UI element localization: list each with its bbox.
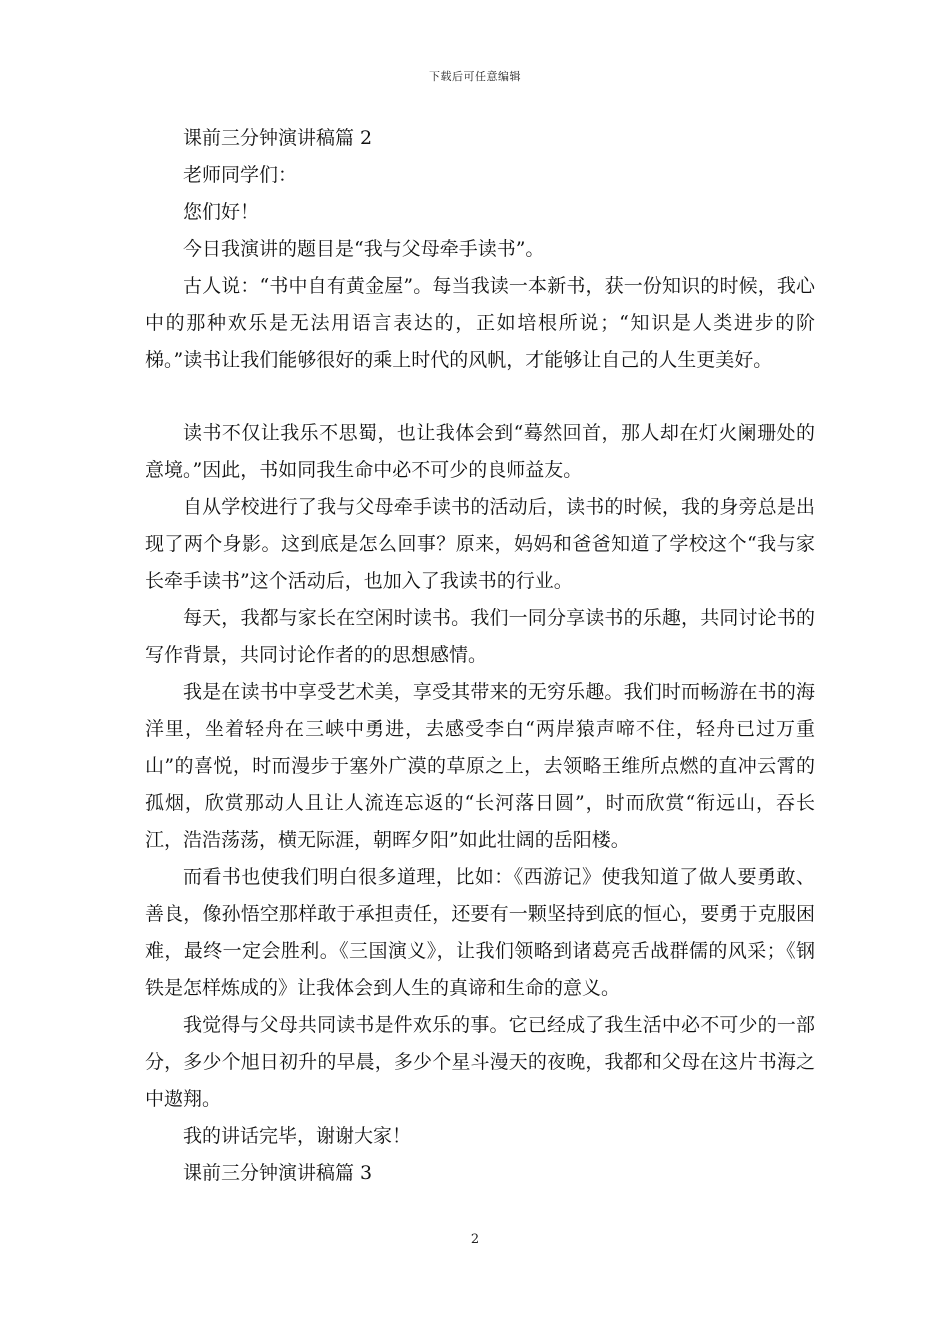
salutation: 老师同学们： [183, 164, 298, 186]
paragraph: 我觉得与父母共同读书是件欢乐的事。它已经成了我生活中必不可少的一部分，多少个旭日初升的早晨，多少个星斗漫天的夜晚，我都和父母在这片书海之中遨翔。 [145, 1014, 815, 1110]
section-title: 课前三分钟演讲稿篇 2 [183, 127, 373, 149]
paragraph: 而看书也使我们明白很多道理，比如：《西游记》使我知道了做人要勇敢、善良，像孙悟空那样敢于承担责任，还要有一颗坚持到底的恒心，要勇于克服困难，最终一定会胜利。《三国演义》，让我们领略到诸葛亮舌战群儒的风采；《钢铁是怎样炼成的》让我体会到人生的真谛和生命的意义。 [145, 866, 815, 999]
paragraph: 读书不仅让我乐不思蜀，也让我体会到“蓦然回首，那人却在灯火阑珊处的意境。”因此，书如同我生命中必不可少的良师益友。 [145, 422, 815, 481]
greeting: 您们好！ [183, 201, 260, 223]
paragraph: 每天，我都与家长在空闲时读书。我们一同分享读书的乐趣，共同讨论书的写作背景，共同讨论作者的的思想感情。 [145, 607, 815, 666]
closing-line: 我的讲话完毕，谢谢大家！ [183, 1125, 412, 1147]
speech-topic: 今日我演讲的题目是“我与父母牵手读书”。 [183, 238, 545, 260]
page-header: 下载后可任意编辑 [429, 70, 521, 83]
document-body [145, 120, 815, 1192]
paragraph: 古人说：“书中自有黄金屋”。每当我读一本新书，获一份知识的时候，我心中的那种欢乐是无法用语言表达的，正如培根所说；“知识是人类进步的阶梯。”读书让我们能够很好的乘上时代的风帆，才能够让自己的人生更美好。 [145, 275, 815, 371]
paragraph: 我是在读书中享受艺术美，享受其带来的无穷乐趣。我们时而畅游在书的海洋里，坐着轻舟在三峡中勇进，去感受李白“两岸猿声啼不住，轻舟已过万重山”的喜悦，时而漫步于塞外广漠的草原之上，去领略王维所点燃的直冲云霄的孤烟，欣赏那动人且让人流连忘返的“长河落日圆”，时而欣赏“衔远山，吞长江，浩浩荡荡，横无际涯，朝晖夕阳”如此壮阔的岳阳楼。 [145, 681, 815, 851]
section-title: 课前三分钟演讲稿篇 3 [183, 1162, 373, 1184]
page-number: 2 [470, 1232, 480, 1247]
paragraph: 自从学校进行了我与父母牵手读书的活动后，读书的时候，我的身旁总是出现了两个身影。这到底是怎么回事？原来，妈妈和爸爸知道了学校这个“我与家长牵手读书”这个活动后，也加入了我读书的行业。 [145, 496, 815, 592]
